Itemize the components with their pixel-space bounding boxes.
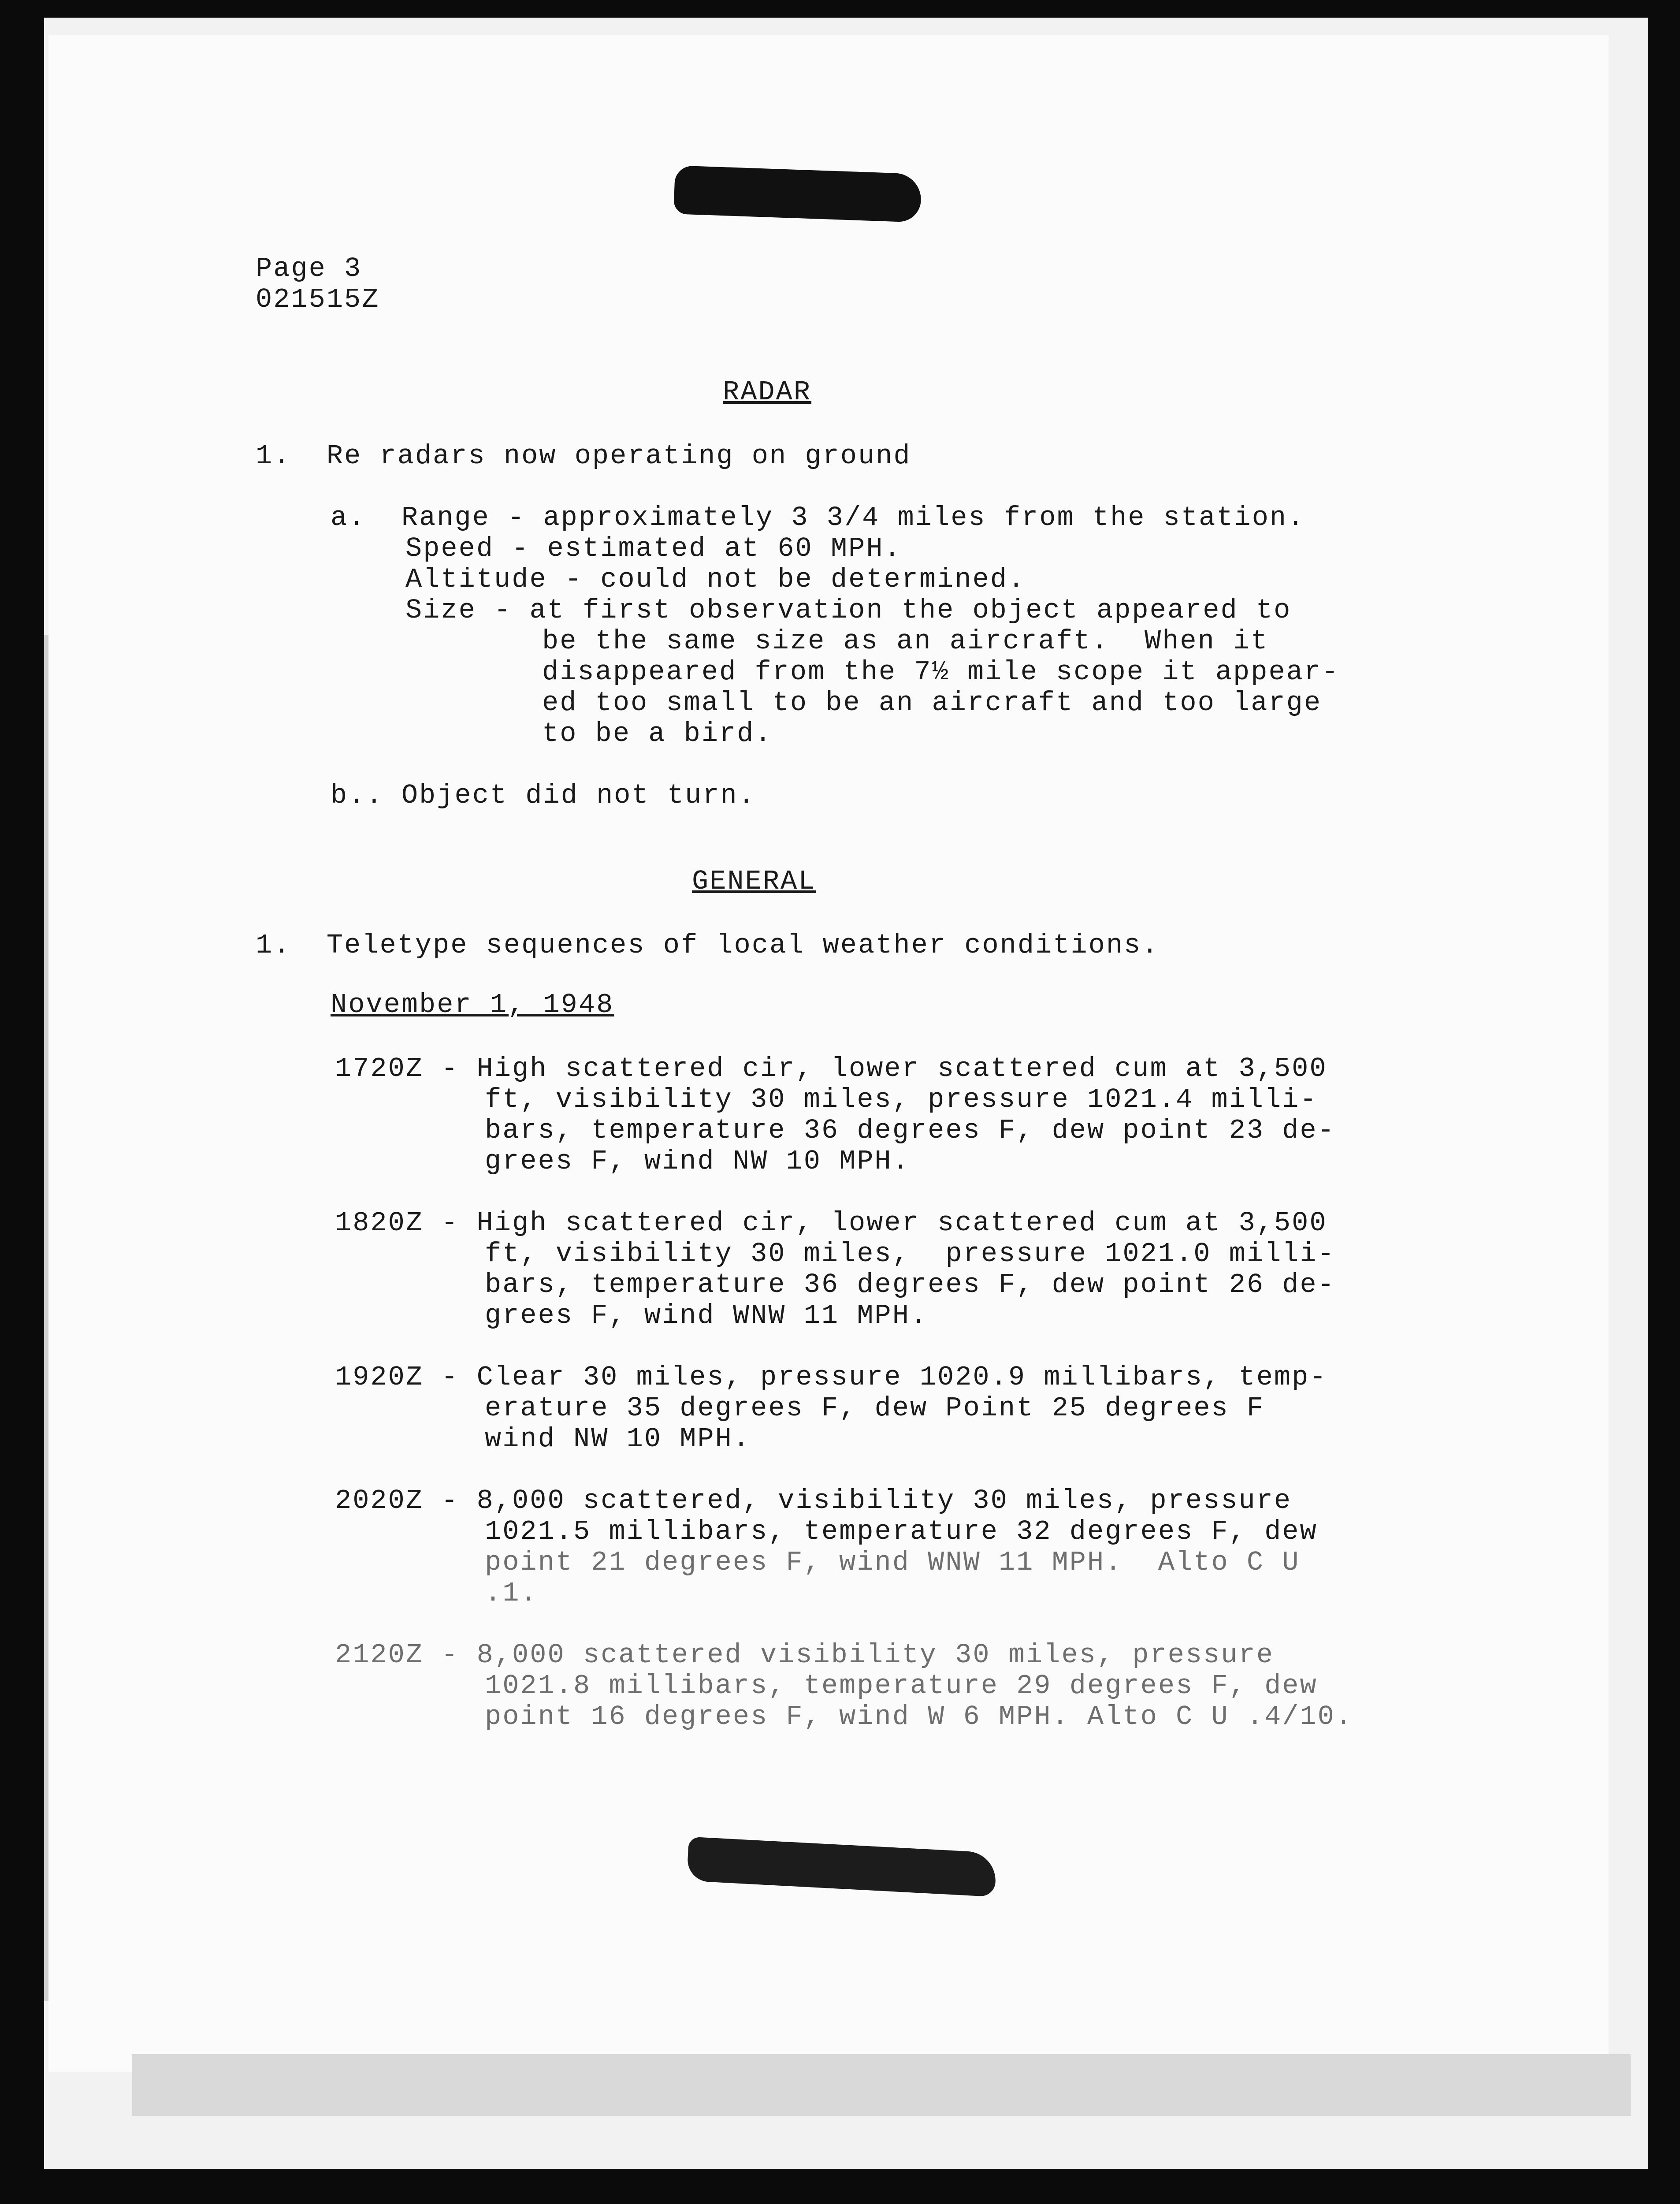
weather-entry-1720z-line-2: ft, visibility 30 miles, pressure 1021.4 milli-: [485, 1084, 1318, 1115]
general-heading: GENERAL: [692, 866, 816, 897]
radar-heading: RADAR: [723, 376, 812, 408]
radar-size-line-1: Size - at first observation the object appeared to: [405, 595, 1292, 626]
weather-entry-2120z-line-1: 2120Z - 8,000 scattered visibility 30 miles, pressure: [335, 1639, 1274, 1671]
weather-entry-1920z-line-2: erature 35 degrees F, dew Point 25 degrees F: [485, 1392, 1265, 1424]
weather-entry-1820z-line-3: bars, temperature 36 degrees F, dew point 26 de-: [485, 1269, 1335, 1300]
general-item-1: 1. Teletype sequences of local weather conditions.: [256, 930, 1160, 961]
weather-entry-1720z-line-4: grees F, wind NW 10 MPH.: [485, 1146, 910, 1177]
page-bottom-band: [132, 2054, 1631, 2116]
radar-altitude: Altitude - could not be determined.: [405, 564, 1026, 595]
weather-entry-2120z-line-3: point 16 degrees F, wind W 6 MPH. Alto C U .4/10.: [485, 1701, 1353, 1732]
weather-entry-1820z-line-1: 1820Z - High scattered cir, lower scattered cum at 3,500: [335, 1207, 1327, 1239]
radar-size-line-2: be the same size as an aircraft. When it: [542, 625, 1269, 657]
top-redaction-mark: [673, 165, 922, 222]
weather-entry-1820z-line-4: grees F, wind WNW 11 MPH.: [485, 1300, 928, 1331]
report-date: November 1, 1948: [331, 989, 614, 1020]
message-reference: 021515Z: [256, 284, 380, 315]
page-number: Page 3: [256, 253, 362, 284]
weather-entry-2120z-line-2: 1021.8 millibars, temperature 29 degrees F, dew: [485, 1670, 1318, 1701]
weather-entry-2020z-line-2: 1021.5 millibars, temperature 32 degrees F, dew: [485, 1516, 1318, 1547]
radar-size-line-4: ed too small to be an aircraft and too large: [542, 687, 1322, 719]
weather-entry-2020z-line-1: 2020Z - 8,000 scattered, visibility 30 miles, pressure: [335, 1485, 1292, 1516]
radar-size-line-5: to be a bird.: [542, 718, 773, 749]
weather-entry-1920z-line-3: wind NW 10 MPH.: [485, 1423, 751, 1455]
radar-item-1: 1. Re radars now operating on ground: [256, 440, 911, 472]
weather-entry-2020z-line-3: point 21 degrees F, wind WNW 11 MPH. Alto C U: [485, 1547, 1300, 1578]
radar-item-b: b.. Object did not turn.: [331, 780, 756, 811]
weather-entry-1820z-line-2: ft, visibility 30 miles, pressure 1021.0 milli-: [485, 1238, 1335, 1270]
weather-entry-1720z-line-1: 1720Z - High scattered cir, lower scattered cum at 3,500: [335, 1053, 1327, 1084]
weather-entry-1720z-line-3: bars, temperature 36 degrees F, dew point 23 de-: [485, 1115, 1335, 1146]
radar-speed: Speed - estimated at 60 MPH.: [405, 533, 902, 564]
radar-range: a. Range - approximately 3 3/4 miles from the station.: [331, 502, 1305, 533]
radar-size-line-3: disappeared from the 7½ mile scope it appear-: [542, 656, 1340, 688]
weather-entry-2020z-line-4: .1.: [485, 1578, 538, 1609]
weather-entry-1920z-line-1: 1920Z - Clear 30 miles, pressure 1020.9 millibars, temp-: [335, 1362, 1327, 1393]
